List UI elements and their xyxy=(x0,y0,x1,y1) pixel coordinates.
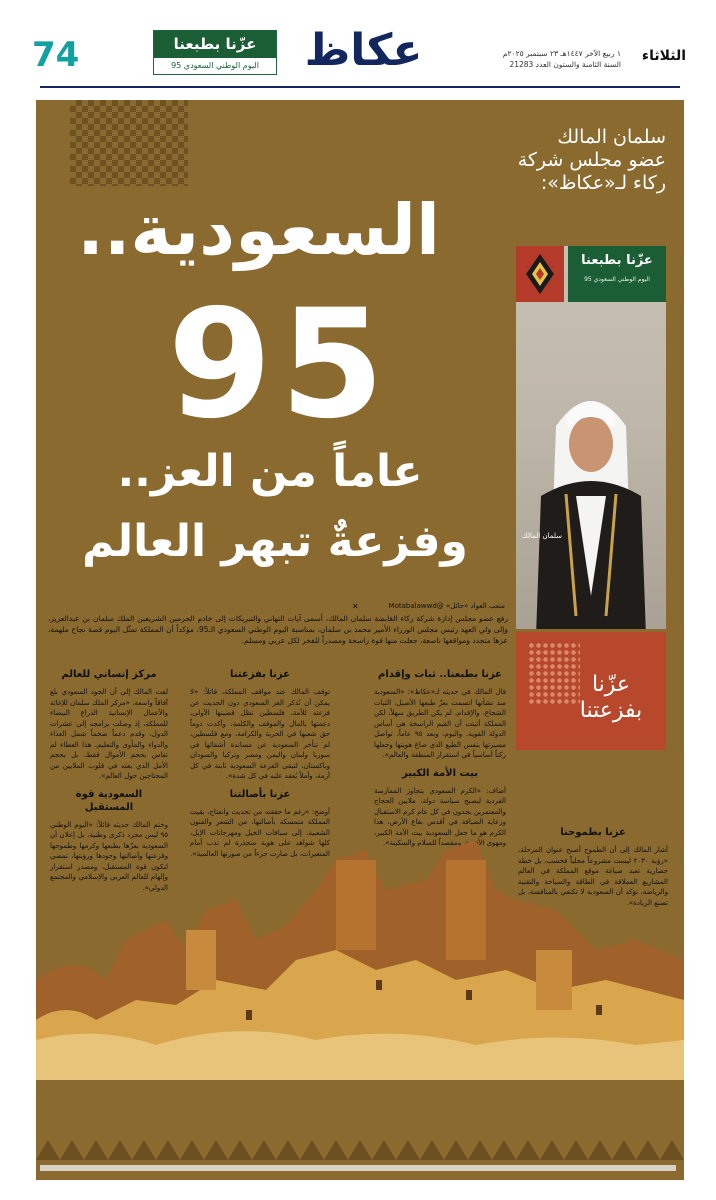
paragraph: أوضح: «رغم ما حققته من تحديث وانفتاح، بقيت المملكة متمسكة بأصالتها، من الشعر والفنون الشعبية، إلى سباقات الخيل ومهرجانات الإبل، كلها شواهد على هوية متجذرة لم تذب أمام المتغيرات، بل صارت جزءاً من صورتها العالمية». xyxy=(190,807,330,858)
photo-badge-title: عزّنا بطبعنا xyxy=(581,253,653,268)
checker-pattern xyxy=(70,100,188,186)
badge-title: عزّنا بطبعنا xyxy=(154,31,276,58)
paragraph: وختم المالك حديثه قائلاً: «اليوم الوطني ٩٥ ليس مجرد ذكرى وطنية، بل إعلان أن السعودية بعزّها بطبعها وكرمها وطموحها وفزعتها وأصالتها وجودها ورؤيتها، تمضي لتكون قوة المستقبل، ومصدر استقرار وإلهام للعالم العربي والإسلامي والمجتمع الدولي». xyxy=(50,820,168,892)
header-divider xyxy=(40,86,680,88)
national-day-badge xyxy=(153,30,277,75)
subheading: عزنا بطموحنا xyxy=(560,827,626,838)
headline-line1: السعودية.. xyxy=(77,189,440,271)
issue-text: السنة الثامنة والستون العدد 21283 xyxy=(509,60,621,69)
campaign-slogan: عزّنا بفزعتنا xyxy=(579,672,643,723)
campaign-graphic xyxy=(516,632,666,750)
triangle-pattern xyxy=(36,1120,684,1160)
photo-badge-subtitle: اليوم الوطني السعودي 95 xyxy=(584,276,650,283)
photo-badge xyxy=(568,246,666,302)
paragraph: توقف المالك عند مواقف المملكة، قائلاً: «لا يمكن أن نُذكر العز السعودي دون الحديث عن فزعته للأمة، فلسطين تظل قضيتها الأولى، دعمتها بالمال والموقف والكلمة، وأكدت دوماً حق شعبها في الحرية والكرامة، ومع فلسطين، لم تتأخر السعودية عن مساندة أشقائها في سوريا ولبنان واليمن ومصر وتركيا والسودان وباكستان، لتبقى الفزعة السعودية ثابتة في كل أزمة، وأملاً يُعقد عليه في كل شدة». xyxy=(190,688,330,780)
newspaper-logo[interactable]: عكاظ xyxy=(304,24,423,76)
headline-line2: عاماً من العز.. xyxy=(117,446,423,497)
paragraph: لفت المالك إلى أن الجود السعودي بلغ آفاقاً واسعة، «مركز الملك سلمان للإغاثة والأعمال الإنسانية الذراع البيضاء للمملكة، إذ وصلت برامجه إلى عشرات الدول، وقدم دعماً ضخماً شمل الغذاء والدواء والمأوى والتعليم، هذا العطاء لم تقاس بحجم الأموال فقط، بل بحجم الأمل الذي بعثه في قلوب الملايين من المحتاجين حول العالم». xyxy=(50,688,168,780)
paragraph: أضاف: «الكرم السعودي يتجاوز الممارسة الفردية ليصبح سياسة دولة، ملايين الحجاج والمعتمرين يجدون في كل عام كرم الاستقبال ورعاية الضيافة في أقدس بقاع الأرض، هذا الكرم هو ما جعل السعودية بيت الأمة الكبير، ومهوى الأفئدة، ومقصداً للسلام والسكينة». xyxy=(374,786,506,847)
heritage-buildings-illustration xyxy=(36,830,684,1080)
interview-intro-title: سلمان المالك عضو مجلس شركة ركاء لـ«عكاظ»: xyxy=(517,126,666,194)
subheading: مركز إنساني للعالم xyxy=(61,669,157,680)
paragraph: قال المالك في حديثه لـ«عكاظ»: «السعودية منذ نشأتها اتسمت بعزّ طبعها الأصيل، الثبات الشجاع، والإقدام، لم يكن الطريق سهلاً، لكن المملكة أثبتت أن القيم الراسخة هي أساس الدولة القوية. واليوم، وبعد ٩٥ عاماً، تواصل مسيرتها بنفس الطبع الذي صاغ هويتها وجعلها ركناً أساسياً في استقرار المنطقة والعالم». xyxy=(374,688,506,759)
page-number: 74 xyxy=(32,35,80,75)
date-text: ١ ربيع الآخر ١٤٤٧هـ ٢٣ سبتمبر ٢٠٢٥م xyxy=(502,49,621,58)
pattern-frame xyxy=(516,246,564,302)
headline-line3: وفزعةٌ تبهر العالم xyxy=(82,516,468,567)
portrait-photo xyxy=(516,246,666,629)
byline: متعب العواد «حائل» @Motabalawwd xyxy=(388,602,505,610)
badge-subtitle: اليوم الوطني السعودي 95 xyxy=(171,61,259,70)
subheading: عزنا بفزعتنا xyxy=(230,669,290,680)
subheading: السعودية قوة المستقبل xyxy=(75,788,143,813)
subheading: عزنا بطبعنا.. ثبات وإقدام xyxy=(377,669,503,680)
person-figure xyxy=(536,366,646,629)
subheading: عزنا بأصالتنا xyxy=(229,788,291,800)
date-line xyxy=(503,48,621,70)
subheading: بيت الأمة الكبير xyxy=(402,767,478,779)
paragraph: أشار المالك إلى أن الطموح أصبح عنوان المرحلة، «رؤية ٢٠٣٠ ليست مشروعاً محلياً فحسب، بل خطة حضارية تعيد صياغة موقع المملكة في العالم المشاريع العملاقة في الطاقة والسياحة والتقنية والرياضة، تؤكد أن السعودية لا تكتفي بالمنافسة، بل تصنع الريادة». xyxy=(518,846,668,907)
diamond-pattern-icon xyxy=(516,246,564,302)
article-column-1 xyxy=(374,662,506,853)
day-label: الثلاثاء xyxy=(641,48,686,64)
photo-caption: سلمان المالك xyxy=(522,532,563,540)
article-intro: رفع عضو مجلس إدارة شركة ركاء القابضة سلمان المالك، أسمى آيات التهاني والتبريكات إلى خادم الحرمين الشريفين الملك سلمان بن عبدالعزيز، وإلى ولي العهد رئيس مجلس الوزراء الأمير محمد بن سلمان، بمناسبة اليوم الوطني السعودي الـ95، مؤكداً أن المملكة تمثّل اليوم قصة نجاح ملهمة، عزها متجدد ومواقفها ناصعة، جعلت منها قوة راسخة ومصدراً للفخر لكل عربي ومسلم. xyxy=(48,614,508,645)
footer-rule xyxy=(40,1165,676,1171)
headline-number: 95 xyxy=(167,278,393,452)
x-social-icon: ✕ xyxy=(352,602,359,611)
